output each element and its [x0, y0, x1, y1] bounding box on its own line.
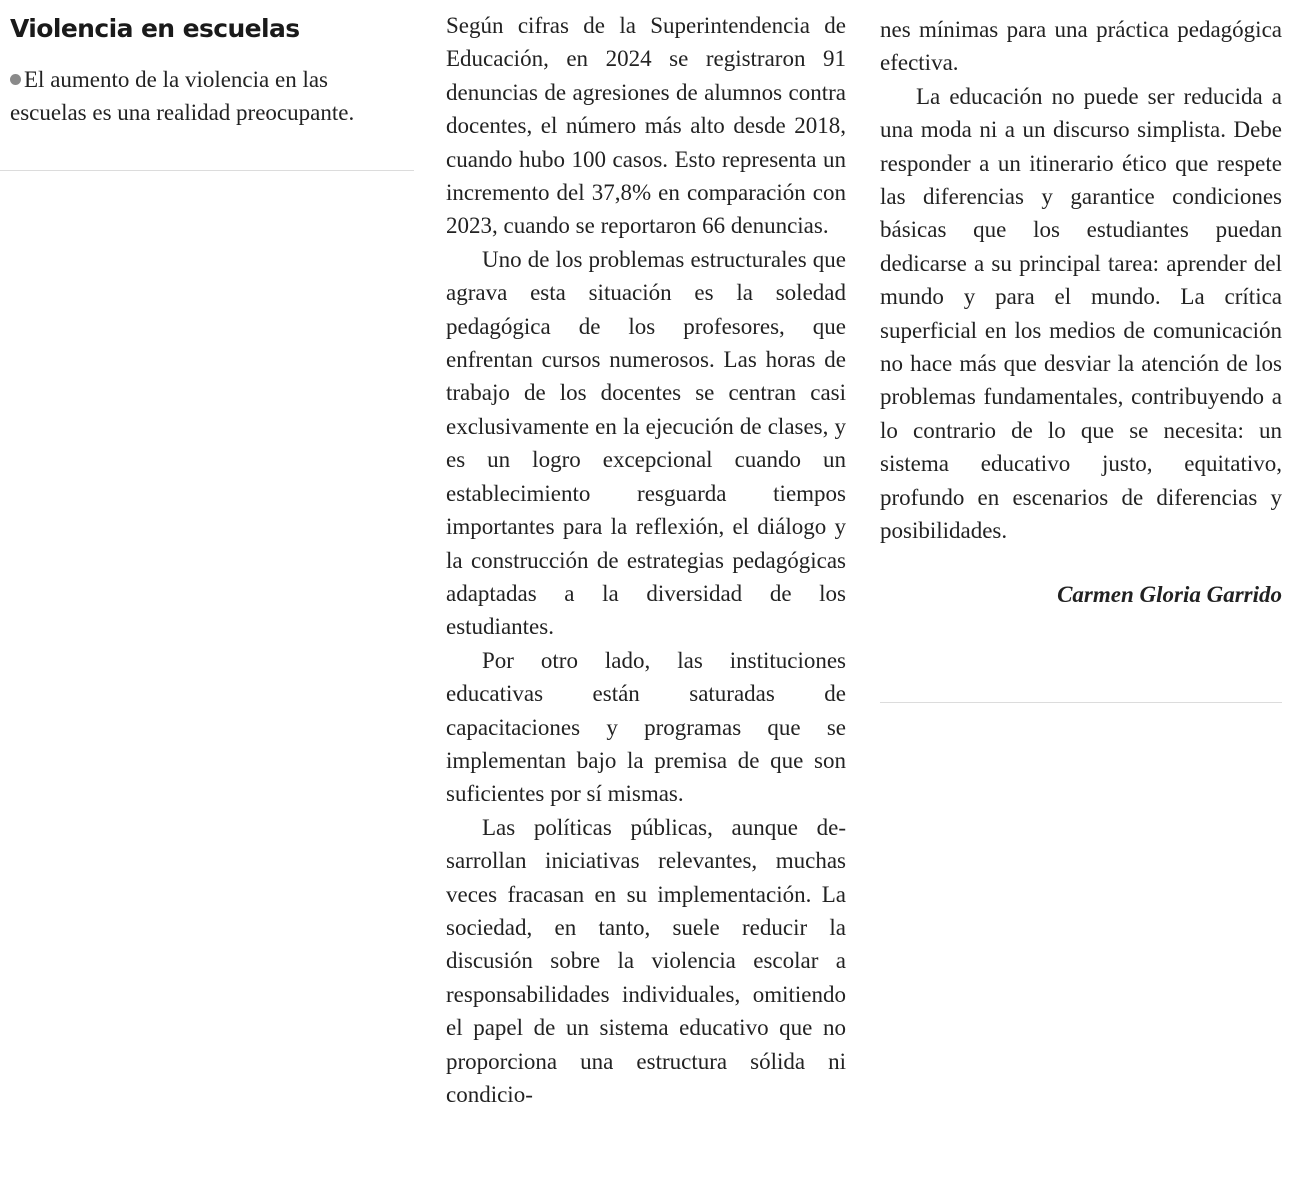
- paragraph-1: Según cifras de la Superintendencia de Educación, en 2024 se registraron 91 denuncias de agresiones de alumnos contra docentes, el número más alto desde 2018, cuando hubo 100 casos. Esto representa un incremento del 37,8% en comparación con 2023, cuando se reportaron 66 denuncias.: [446, 13, 846, 239]
- sidebar-column: [0, 0, 414, 129]
- article-column-right: [880, 0, 1282, 610]
- headline: Violencia en escuelas: [10, 14, 300, 43]
- lead-summary: [10, 63, 410, 129]
- lead-text: El aumento de la violencia en las escuelas es una realidad preocupante.: [10, 67, 355, 125]
- sidebar-divider: [0, 170, 414, 171]
- paragraph-5: La educación no puede ser reducida a una moda ni a un discurso simplista. Debe responder a un itinerario ético que respete las diferencias y garantice condiciones básicas que los estudiantes puedan dedicarse a su principal tarea: aprender del mundo y para el mundo. La crítica superficial en los medios de comunicación no hace más que desviar la atención de los problemas fundamentales, contribuyendo a lo contrario de lo que se necesita: un sistema educativo justo, equitativo, profundo en escenarios de diferencias y posibilidades.: [880, 83, 1282, 544]
- paragraph-2: Uno de los problemas estructurales que agrava esta situación es la soledad pedagógica de los profesores, que enfrentan cursos numerosos. Las horas de trabajo de los docentes se centran casi exclusivamente en la ejecución de clases, y es un logro excepcional cuando un establecimiento resguarda tiempos importantes para la reflexión, el diálogo y la construcción de estrategias pedagógicas adaptadas a la diversidad de los estudiantes.: [446, 246, 846, 640]
- paragraph-3: Por otro lado, las instituciones educativas están saturadas de capacitaciones y programas que se implementan bajo la premisa de que son suficientes por sí mismas.: [446, 647, 846, 807]
- paragraph-4-continued: nes mínimas para una práctica pedagógica efectiva.: [880, 17, 1282, 76]
- bullet-icon: [10, 74, 21, 85]
- paragraph-4: Las políticas públicas, aunque desarrollan iniciativas relevantes, muchas veces fracasan en su implementación. La sociedad, en tanto, suele reducir la discusión sobre la violencia escolar a responsabilidades individuales, omitiendo el papel de un sistema educativo que no proporciona una estructura sólida ni condicio-: [446, 814, 846, 1107]
- signature-divider: [880, 702, 1282, 703]
- article-column-middle: [446, 0, 846, 1111]
- author-signature: Carmen Gloria Garrido: [1057, 581, 1282, 607]
